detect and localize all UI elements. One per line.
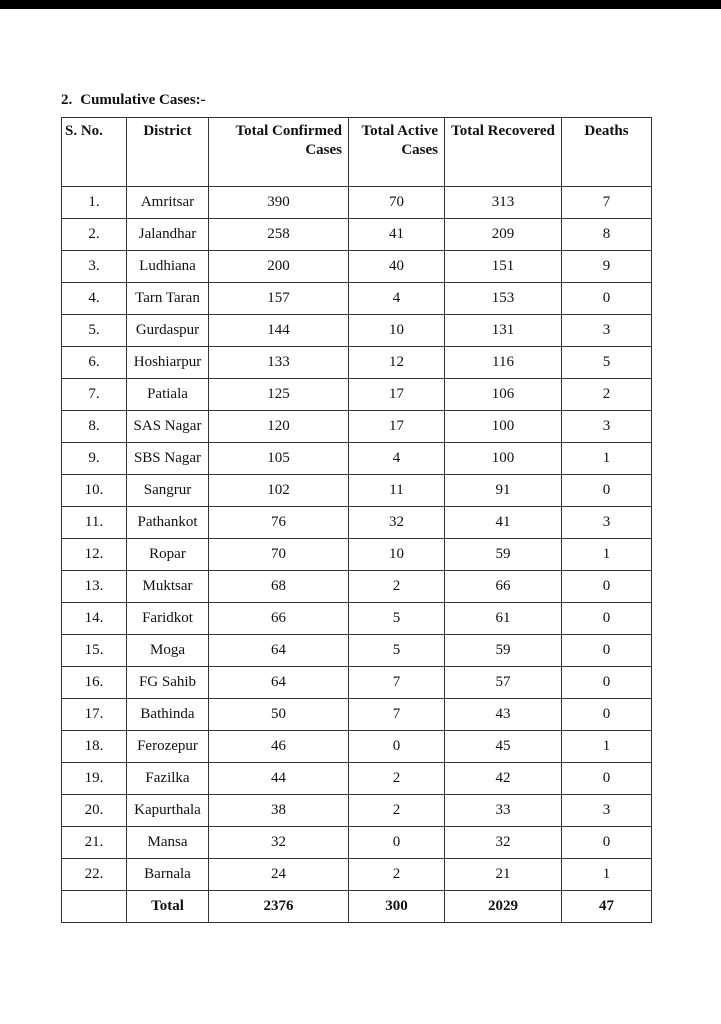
cell-active: 11 [349, 475, 445, 507]
cell-recovered: 153 [445, 283, 562, 315]
cell-recovered: 45 [445, 731, 562, 763]
cell-recovered: 313 [445, 187, 562, 219]
table-row [62, 635, 652, 667]
cell-confirmed: 102 [209, 475, 349, 507]
col-header-deaths: Deaths [562, 118, 652, 187]
table-row [62, 731, 652, 763]
cell-recovered: 33 [445, 795, 562, 827]
cell-deaths: 2 [562, 379, 652, 411]
cell-deaths: 0 [562, 635, 652, 667]
cell-confirmed: 157 [209, 283, 349, 315]
cell-deaths: 0 [562, 827, 652, 859]
table-row [62, 603, 652, 635]
cell-district: Amritsar [127, 187, 209, 219]
cumulative-cases-table [61, 117, 652, 923]
cell-recovered: 61 [445, 603, 562, 635]
cell-confirmed: 50 [209, 699, 349, 731]
cell-confirmed: 390 [209, 187, 349, 219]
table-row [62, 475, 652, 507]
cell-deaths: 3 [562, 411, 652, 443]
table-row [62, 763, 652, 795]
cell-recovered: 59 [445, 539, 562, 571]
table-row [62, 827, 652, 859]
cell-active: 41 [349, 219, 445, 251]
cell-deaths: 1 [562, 731, 652, 763]
cell-deaths: 0 [562, 603, 652, 635]
cell-district: Barnala [127, 859, 209, 891]
cell-district: Ludhiana [127, 251, 209, 283]
table-row [62, 443, 652, 475]
cell-recovered: 32 [445, 827, 562, 859]
table-row [62, 283, 652, 315]
cell-confirmed: 32 [209, 827, 349, 859]
cell-district: Gurdaspur [127, 315, 209, 347]
table-row [62, 667, 652, 699]
cell-district: Muktsar [127, 571, 209, 603]
cell-deaths: 0 [562, 699, 652, 731]
table-header-row [62, 118, 652, 187]
cell-confirmed: 76 [209, 507, 349, 539]
cell-deaths: 8 [562, 219, 652, 251]
cell-district: Tarn Taran [127, 283, 209, 315]
cell-sno: 21. [62, 827, 127, 859]
cell-deaths: 0 [562, 763, 652, 795]
cell-confirmed: 44 [209, 763, 349, 795]
cell-deaths: 5 [562, 347, 652, 379]
cell-sno: 17. [62, 699, 127, 731]
cell-district: Sangrur [127, 475, 209, 507]
cell-recovered: 41 [445, 507, 562, 539]
cell-confirmed: 70 [209, 539, 349, 571]
cell-confirmed: 46 [209, 731, 349, 763]
total-label: Total [127, 891, 209, 923]
section-title: Cumulative Cases:- [80, 92, 206, 108]
col-header-active: Total Active Cases [349, 118, 445, 187]
total-active: 300 [349, 891, 445, 923]
cell-deaths: 7 [562, 187, 652, 219]
cell-recovered: 91 [445, 475, 562, 507]
table-row [62, 411, 652, 443]
cell-deaths: 0 [562, 667, 652, 699]
cell-sno: 14. [62, 603, 127, 635]
col-header-district: District [127, 118, 209, 187]
cell-sno: 2. [62, 219, 127, 251]
cell-deaths: 3 [562, 795, 652, 827]
table-row [62, 571, 652, 603]
cell-district: Ropar [127, 539, 209, 571]
cell-active: 10 [349, 315, 445, 347]
table-row [62, 539, 652, 571]
cell-confirmed: 125 [209, 379, 349, 411]
cell-district: Jalandhar [127, 219, 209, 251]
cell-active: 32 [349, 507, 445, 539]
cell-sno: 8. [62, 411, 127, 443]
cell-confirmed: 200 [209, 251, 349, 283]
table-row [62, 347, 652, 379]
cell-recovered: 151 [445, 251, 562, 283]
cell-active: 2 [349, 859, 445, 891]
cell-confirmed: 144 [209, 315, 349, 347]
top-border-bar [0, 0, 721, 9]
cell-recovered: 209 [445, 219, 562, 251]
table-row [62, 795, 652, 827]
cell-confirmed: 68 [209, 571, 349, 603]
cell-confirmed: 64 [209, 635, 349, 667]
cell-district: Moga [127, 635, 209, 667]
cell-sno: 18. [62, 731, 127, 763]
total-recovered: 2029 [445, 891, 562, 923]
cell-active: 0 [349, 731, 445, 763]
cell-active: 7 [349, 699, 445, 731]
cell-active: 5 [349, 603, 445, 635]
cell-confirmed: 133 [209, 347, 349, 379]
cell-active: 12 [349, 347, 445, 379]
table-body [62, 187, 652, 891]
cell-confirmed: 64 [209, 667, 349, 699]
cell-confirmed: 105 [209, 443, 349, 475]
cell-active: 0 [349, 827, 445, 859]
cell-recovered: 100 [445, 411, 562, 443]
section-heading [61, 90, 206, 110]
cell-deaths: 0 [562, 475, 652, 507]
cell-active: 7 [349, 667, 445, 699]
cell-deaths: 3 [562, 315, 652, 347]
cell-district: SAS Nagar [127, 411, 209, 443]
cell-sno: 1. [62, 187, 127, 219]
cell-district: Ferozepur [127, 731, 209, 763]
cell-sno: 11. [62, 507, 127, 539]
cell-district: Patiala [127, 379, 209, 411]
cell-sno: 10. [62, 475, 127, 507]
cell-active: 10 [349, 539, 445, 571]
cell-recovered: 42 [445, 763, 562, 795]
cell-confirmed: 66 [209, 603, 349, 635]
cell-sno: 15. [62, 635, 127, 667]
table-row [62, 187, 652, 219]
cell-deaths: 9 [562, 251, 652, 283]
cell-deaths: 1 [562, 859, 652, 891]
table-row [62, 379, 652, 411]
cell-deaths: 1 [562, 443, 652, 475]
col-header-confirmed: Total Confirmed Cases [209, 118, 349, 187]
cell-district: Kapurthala [127, 795, 209, 827]
cell-district: Pathankot [127, 507, 209, 539]
section-number: 2. [61, 92, 73, 108]
cell-active: 17 [349, 379, 445, 411]
cell-sno: 3. [62, 251, 127, 283]
cell-confirmed: 258 [209, 219, 349, 251]
total-sno-cell [62, 891, 127, 923]
total-confirmed: 2376 [209, 891, 349, 923]
cell-sno: 9. [62, 443, 127, 475]
cell-confirmed: 120 [209, 411, 349, 443]
cell-recovered: 100 [445, 443, 562, 475]
cell-active: 70 [349, 187, 445, 219]
cell-active: 4 [349, 443, 445, 475]
cell-sno: 13. [62, 571, 127, 603]
cell-sno: 6. [62, 347, 127, 379]
cell-district: FG Sahib [127, 667, 209, 699]
cell-sno: 5. [62, 315, 127, 347]
cell-active: 2 [349, 795, 445, 827]
table-row [62, 699, 652, 731]
cell-sno: 22. [62, 859, 127, 891]
cell-recovered: 106 [445, 379, 562, 411]
cell-district: Fazilka [127, 763, 209, 795]
cell-sno: 12. [62, 539, 127, 571]
cell-deaths: 1 [562, 539, 652, 571]
table-row [62, 219, 652, 251]
cell-recovered: 131 [445, 315, 562, 347]
cell-recovered: 57 [445, 667, 562, 699]
cell-recovered: 43 [445, 699, 562, 731]
cell-active: 5 [349, 635, 445, 667]
cell-recovered: 116 [445, 347, 562, 379]
cell-deaths: 0 [562, 283, 652, 315]
cell-active: 40 [349, 251, 445, 283]
total-deaths: 47 [562, 891, 652, 923]
cell-district: Faridkot [127, 603, 209, 635]
cell-recovered: 66 [445, 571, 562, 603]
table-row [62, 251, 652, 283]
table-row [62, 859, 652, 891]
cell-active: 2 [349, 571, 445, 603]
cell-sno: 19. [62, 763, 127, 795]
cell-deaths: 0 [562, 571, 652, 603]
cell-recovered: 21 [445, 859, 562, 891]
cell-district: Bathinda [127, 699, 209, 731]
cell-sno: 20. [62, 795, 127, 827]
cell-active: 2 [349, 763, 445, 795]
cell-confirmed: 24 [209, 859, 349, 891]
cell-recovered: 59 [445, 635, 562, 667]
table-row [62, 507, 652, 539]
cell-confirmed: 38 [209, 795, 349, 827]
cell-district: SBS Nagar [127, 443, 209, 475]
cell-active: 17 [349, 411, 445, 443]
cell-active: 4 [349, 283, 445, 315]
cell-district: Hoshiarpur [127, 347, 209, 379]
total-row [62, 891, 652, 923]
cell-deaths: 3 [562, 507, 652, 539]
cell-sno: 4. [62, 283, 127, 315]
table-row [62, 315, 652, 347]
col-header-recovered: Total Recovered [445, 118, 562, 187]
cell-district: Mansa [127, 827, 209, 859]
col-header-sno: S. No. [62, 118, 127, 187]
cell-sno: 16. [62, 667, 127, 699]
cell-sno: 7. [62, 379, 127, 411]
